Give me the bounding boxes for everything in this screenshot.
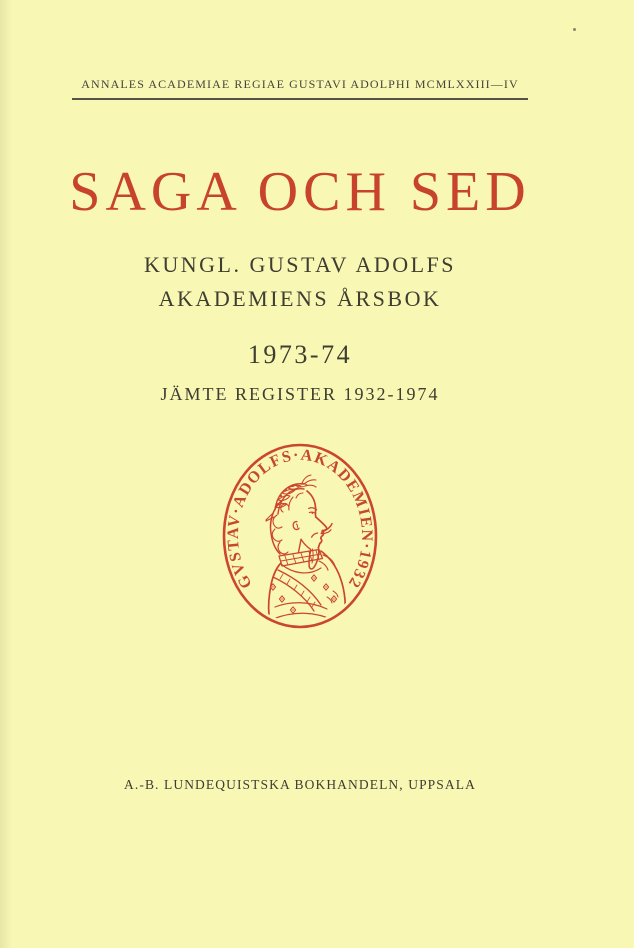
- series-line: ANNALES ACADEMIAE REGIAE GUSTAVI ADOLPHI MCMLXXIII—IV: [81, 77, 519, 91]
- subtitle-line-2: AKADEMIENS ÅRSBOK: [158, 286, 442, 311]
- seal-outer-ring: [224, 445, 376, 627]
- gustav-adolf-medallion-icon: [215, 437, 385, 637]
- subtitle-line-1: KUNGL. GUSTAV ADOLFS: [143, 252, 457, 277]
- header-rule: [72, 98, 528, 100]
- seal-inscription: GVSTAV·ADOLFS·AKADEMIEN·1932: [224, 446, 376, 592]
- year-range: 1973-74: [247, 340, 353, 369]
- register-line: JÄMTE REGISTER 1932-1974: [160, 384, 440, 404]
- publisher-imprint: A.-B. LUNDEQUISTSKA BOKHANDELN, UPPSALA: [124, 777, 476, 792]
- book-title: SAGA OCH SED: [69, 161, 531, 223]
- academy-seal: [0, 437, 600, 642]
- portrait-gustav-adolf: [266, 475, 345, 621]
